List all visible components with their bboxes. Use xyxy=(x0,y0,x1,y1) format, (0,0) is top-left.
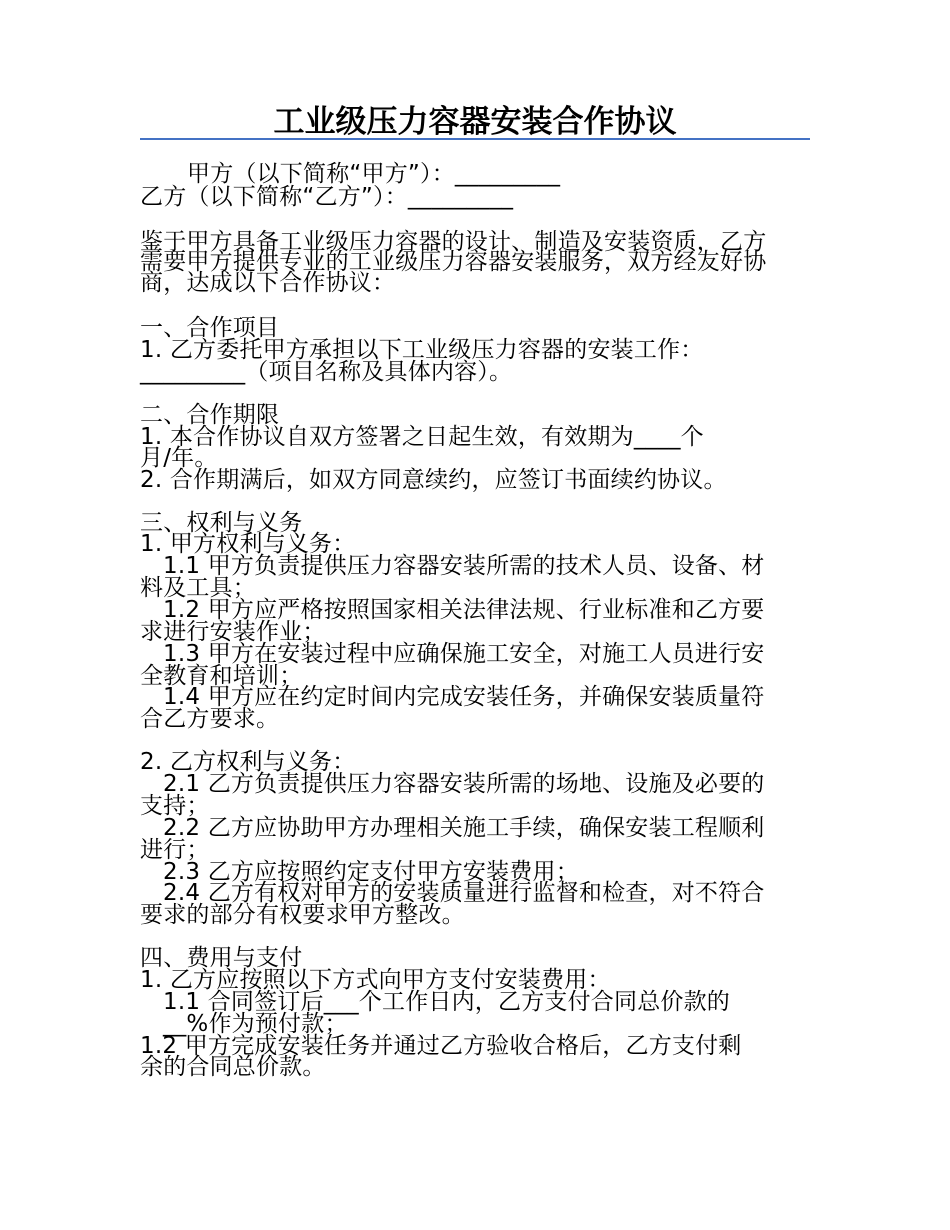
clause-4-1: 1. 乙方应按照以下方式向甲方支付安装费用： xyxy=(140,967,611,993)
section-heading-1: 一、合作项目 xyxy=(140,315,280,341)
clause-3-1-4: 1.4 甲方应在约定时间内完成安装任务，并确保安装质量符 xyxy=(163,684,765,710)
clause-3-1-4-cont: 合乙方要求。 xyxy=(140,706,280,732)
party-a-line: 甲方（以下简称“甲方”）：_________ xyxy=(187,161,561,187)
clause-3-1-3-cont: 全教育和培训； xyxy=(140,663,303,689)
clause-3-2-4-cont: 要求的部分有权要求甲方整改。 xyxy=(140,902,465,928)
clause-4-1-2-cont: 余的合同总价款。 xyxy=(140,1054,326,1080)
clause-2-1-cont: 月/年。 xyxy=(140,445,218,471)
clause-3-1-1: 1.1 甲方负责提供压力容器安装所需的技术人员、设备、材 xyxy=(163,553,765,579)
party-b-line: 乙方（以下简称“乙方”）：_________ xyxy=(140,184,514,210)
clause-3-1-2: 1.2 甲方应严格按照国家相关法律法规、行业标准和乙方要 xyxy=(163,597,765,623)
clause-3-1-3: 1.3 甲方在安装过程中应确保施工安全，对施工人员进行安 xyxy=(163,641,765,667)
preamble-line-1: 鉴于甲方具备工业级压力容器的设计、制造及安装资质，乙方 xyxy=(140,229,767,255)
document-title: 工业级压力容器安装合作协议 xyxy=(273,104,677,140)
preamble-line-2: 需要甲方提供专业的工业级压力容器安装服务，双方经友好协 xyxy=(140,249,767,275)
clause-3-1-1-cont: 料及工具； xyxy=(140,575,256,601)
clause-3-2-2-cont: 进行； xyxy=(140,837,210,863)
clause-3-2-4: 2.4 乙方有权对甲方的安装质量进行监督和检查，对不符合 xyxy=(163,880,765,906)
clause-3-2-1: 2.1 乙方负责提供压力容器安装所需的场地、设施及必要的 xyxy=(163,771,765,797)
preamble-line-3: 商，达成以下合作协议： xyxy=(140,270,396,296)
clause-2-2: 2. 合作期满后，如双方同意续约，应签订书面续约协议。 xyxy=(140,467,727,493)
clause-1-1: 1. 乙方委托甲方承担以下工业级压力容器的安装工作： xyxy=(140,337,704,363)
section-heading-2: 二、合作期限 xyxy=(140,402,280,428)
clause-3-2-2: 2.2 乙方应协助甲方办理相关施工手续，确保安装工程顺利 xyxy=(163,815,765,841)
clause-2-1: 1. 本合作协议自双方签署之日起生效，有效期为____个 xyxy=(140,424,704,450)
clause-4-1-1-cont: __%作为预付款； xyxy=(163,1011,348,1037)
section-heading-3: 三、权利与义务 xyxy=(140,510,303,536)
title-underline xyxy=(140,138,810,140)
clause-3-1-2-cont: 求进行安装作业； xyxy=(140,619,326,645)
clause-3-2: 2. 乙方权利与义务： xyxy=(140,749,356,775)
clause-4-1-1: 1.1 合同签订后___个工作日内，乙方支付合同总价款的 xyxy=(163,989,730,1015)
section-heading-4: 四、费用与支付 xyxy=(140,945,303,971)
clause-4-1-2: 1.2 甲方完成安装任务并通过乙方验收合格后，乙方支付剩 xyxy=(140,1033,742,1059)
clause-1-1-cont: _________（项目名称及具体内容）。 xyxy=(140,359,513,385)
clause-3-2-1-cont: 支持； xyxy=(140,793,210,819)
clause-3-2-3: 2.3 乙方应按照约定支付甲方安装费用； xyxy=(163,859,579,885)
clause-3-1: 1. 甲方权利与义务： xyxy=(140,531,356,557)
